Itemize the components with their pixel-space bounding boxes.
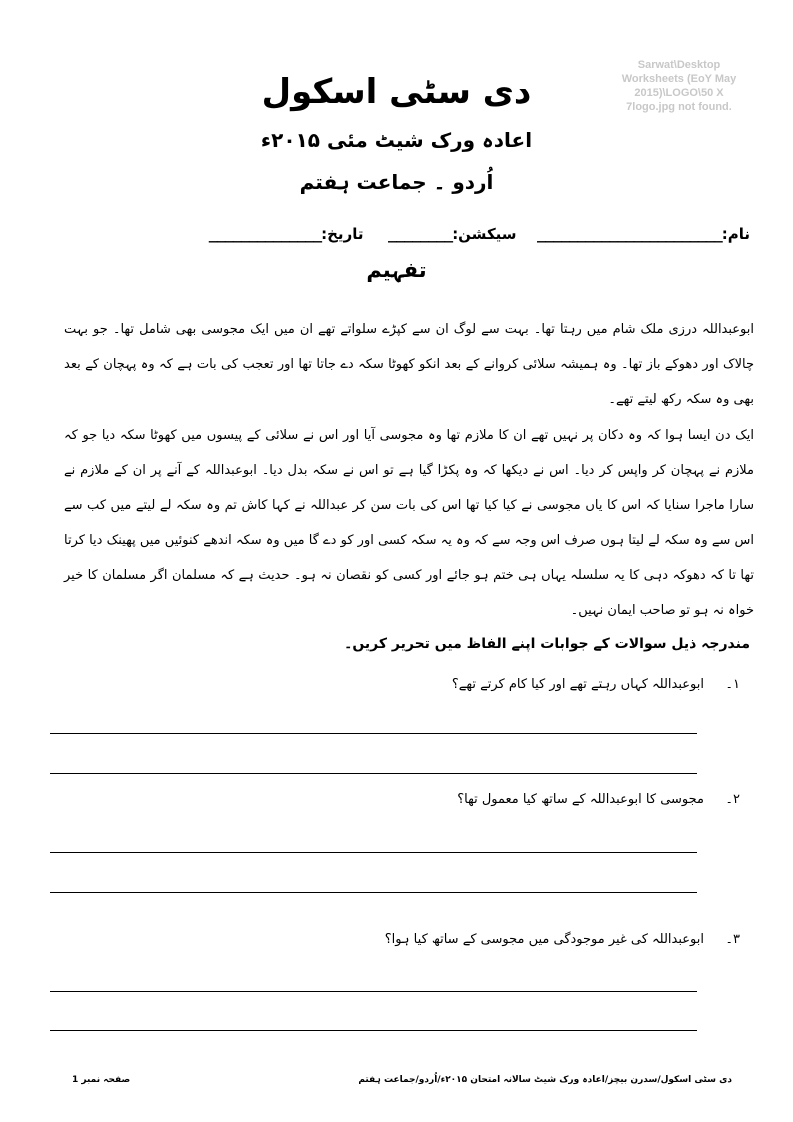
passage-paragraph-1: ابوعبداللہ درزی ملک شام میں رہتا تھا۔ بہت سے لوگ ان سے کپڑے سلواتے تھے ان میں ایک مجوسی بھی شامل تھا۔ جو بہت چالاک اور دھوکے باز تھا۔ وہ ہمیشہ سلائی کروانے کے بعد انکو کھوٹا سکہ دے جاتا تھا اور تعجب کی بات ہے کہ وہ پہچان کے بعد بھی وہ سکہ رکھ لیتے تھے۔ bbox=[64, 322, 754, 407]
answer-line-1b[interactable] bbox=[50, 773, 697, 774]
name-field[interactable]: _______________________ bbox=[537, 225, 722, 243]
section-label: سیکشن: bbox=[452, 225, 517, 243]
question-number: ۱۔ bbox=[725, 677, 740, 692]
date-field[interactable]: ______________ bbox=[208, 225, 322, 243]
page-number: صفحہ نمبر 1 bbox=[72, 1075, 131, 1085]
passage-title: تفہیم bbox=[366, 258, 427, 282]
name-label: نام: bbox=[721, 225, 750, 243]
question-text: مجوسی کا ابوعبداللہ کے ساتھ کیا معمول تھا؟ bbox=[457, 792, 704, 807]
school-name: دی سٹی اسکول bbox=[261, 72, 532, 112]
date-label: تاریخ: bbox=[321, 225, 364, 243]
question-1 bbox=[100, 677, 740, 692]
question-2 bbox=[100, 792, 740, 807]
subject-class: اُردو ۔ جماعت ہفتم bbox=[299, 170, 494, 194]
answer-line-2a[interactable] bbox=[50, 852, 697, 853]
questions-instruction: مندرجہ ذیل سوالات کے جوابات اپنے الفاظ میں تحریر کریں۔ bbox=[344, 636, 750, 652]
page-footer bbox=[72, 1075, 732, 1093]
worksheet-title: اعادہ ورک شیٹ مئی ۲۰۱۵ء bbox=[260, 128, 533, 152]
answer-line-3b[interactable] bbox=[50, 1030, 697, 1031]
answer-line-2b[interactable] bbox=[50, 892, 697, 893]
question-number: ۳۔ bbox=[725, 932, 740, 947]
question-text: ابوعبداللہ کی غیر موجودگی میں مجوسی کے ساتھ کیا ہوا؟ bbox=[384, 932, 704, 947]
section-field[interactable]: ________ bbox=[387, 225, 453, 243]
footer-text: دی سٹی اسکول/سدرن بیچز/اعادہ ورک شیٹ سالانہ امتحان ۲۰۱۵ء/اُردو/جماعت ہفتم bbox=[358, 1075, 732, 1085]
student-info-fields bbox=[100, 225, 750, 249]
passage-paragraph-2: ایک دن ایسا ہوا کہ وہ دکان پر نہیں تھے ان کا ملازم تھا وہ مجوسی آیا اور اس نے سلائی کے پیسوں میں کھوٹا سکہ دیا جو کہ ملازم نے پہچان کر واپس کر دیا۔ اس نے دیکھا کہ وہ پکڑا گیا ہے تو اس نے سکہ بدل دیا۔ ابوعبداللہ کے آنے پر ان کے ملازم نے سارا ماجرا سنایا کہ اس کا یاں مجوسی نے کیا کیا تھا اس کی بات سن کر عبداللہ نے کہا کاش تم وہ سکہ لے لیتے میں کب سے اس سے وہ سکہ لے لیتا ہوں صرف اس وجہ سے کہ وہ یہ سکہ کسی اور کو دے گا میں وہ سکہ اندھے کنوئیں میں پھینک دیا کرتا تھا تا کہ دھوکہ دہی کا یہ سلسلہ یہاں ہی ختم ہو جائے اور کسی کو نقصان نہ ہو۔ حدیث ہے کہ مسلمان اگر مسلمان کا خیر خواہ نہ ہو تو صاحب ایمان نہیں۔ bbox=[64, 428, 754, 618]
logo-missing-notice: Sarwat\Desktop Worksheets (EoY May 2015)\LOGO\50 X 7logo.jpg not found. bbox=[621, 59, 737, 113]
question-3 bbox=[100, 932, 740, 947]
question-number: ۲۔ bbox=[725, 792, 740, 807]
answer-line-3a[interactable] bbox=[50, 991, 697, 992]
answer-line-1a[interactable] bbox=[50, 733, 697, 734]
question-text: ابوعبداللہ کہاں رہتے تھے اور کیا کام کرتے تھے؟ bbox=[451, 677, 704, 692]
